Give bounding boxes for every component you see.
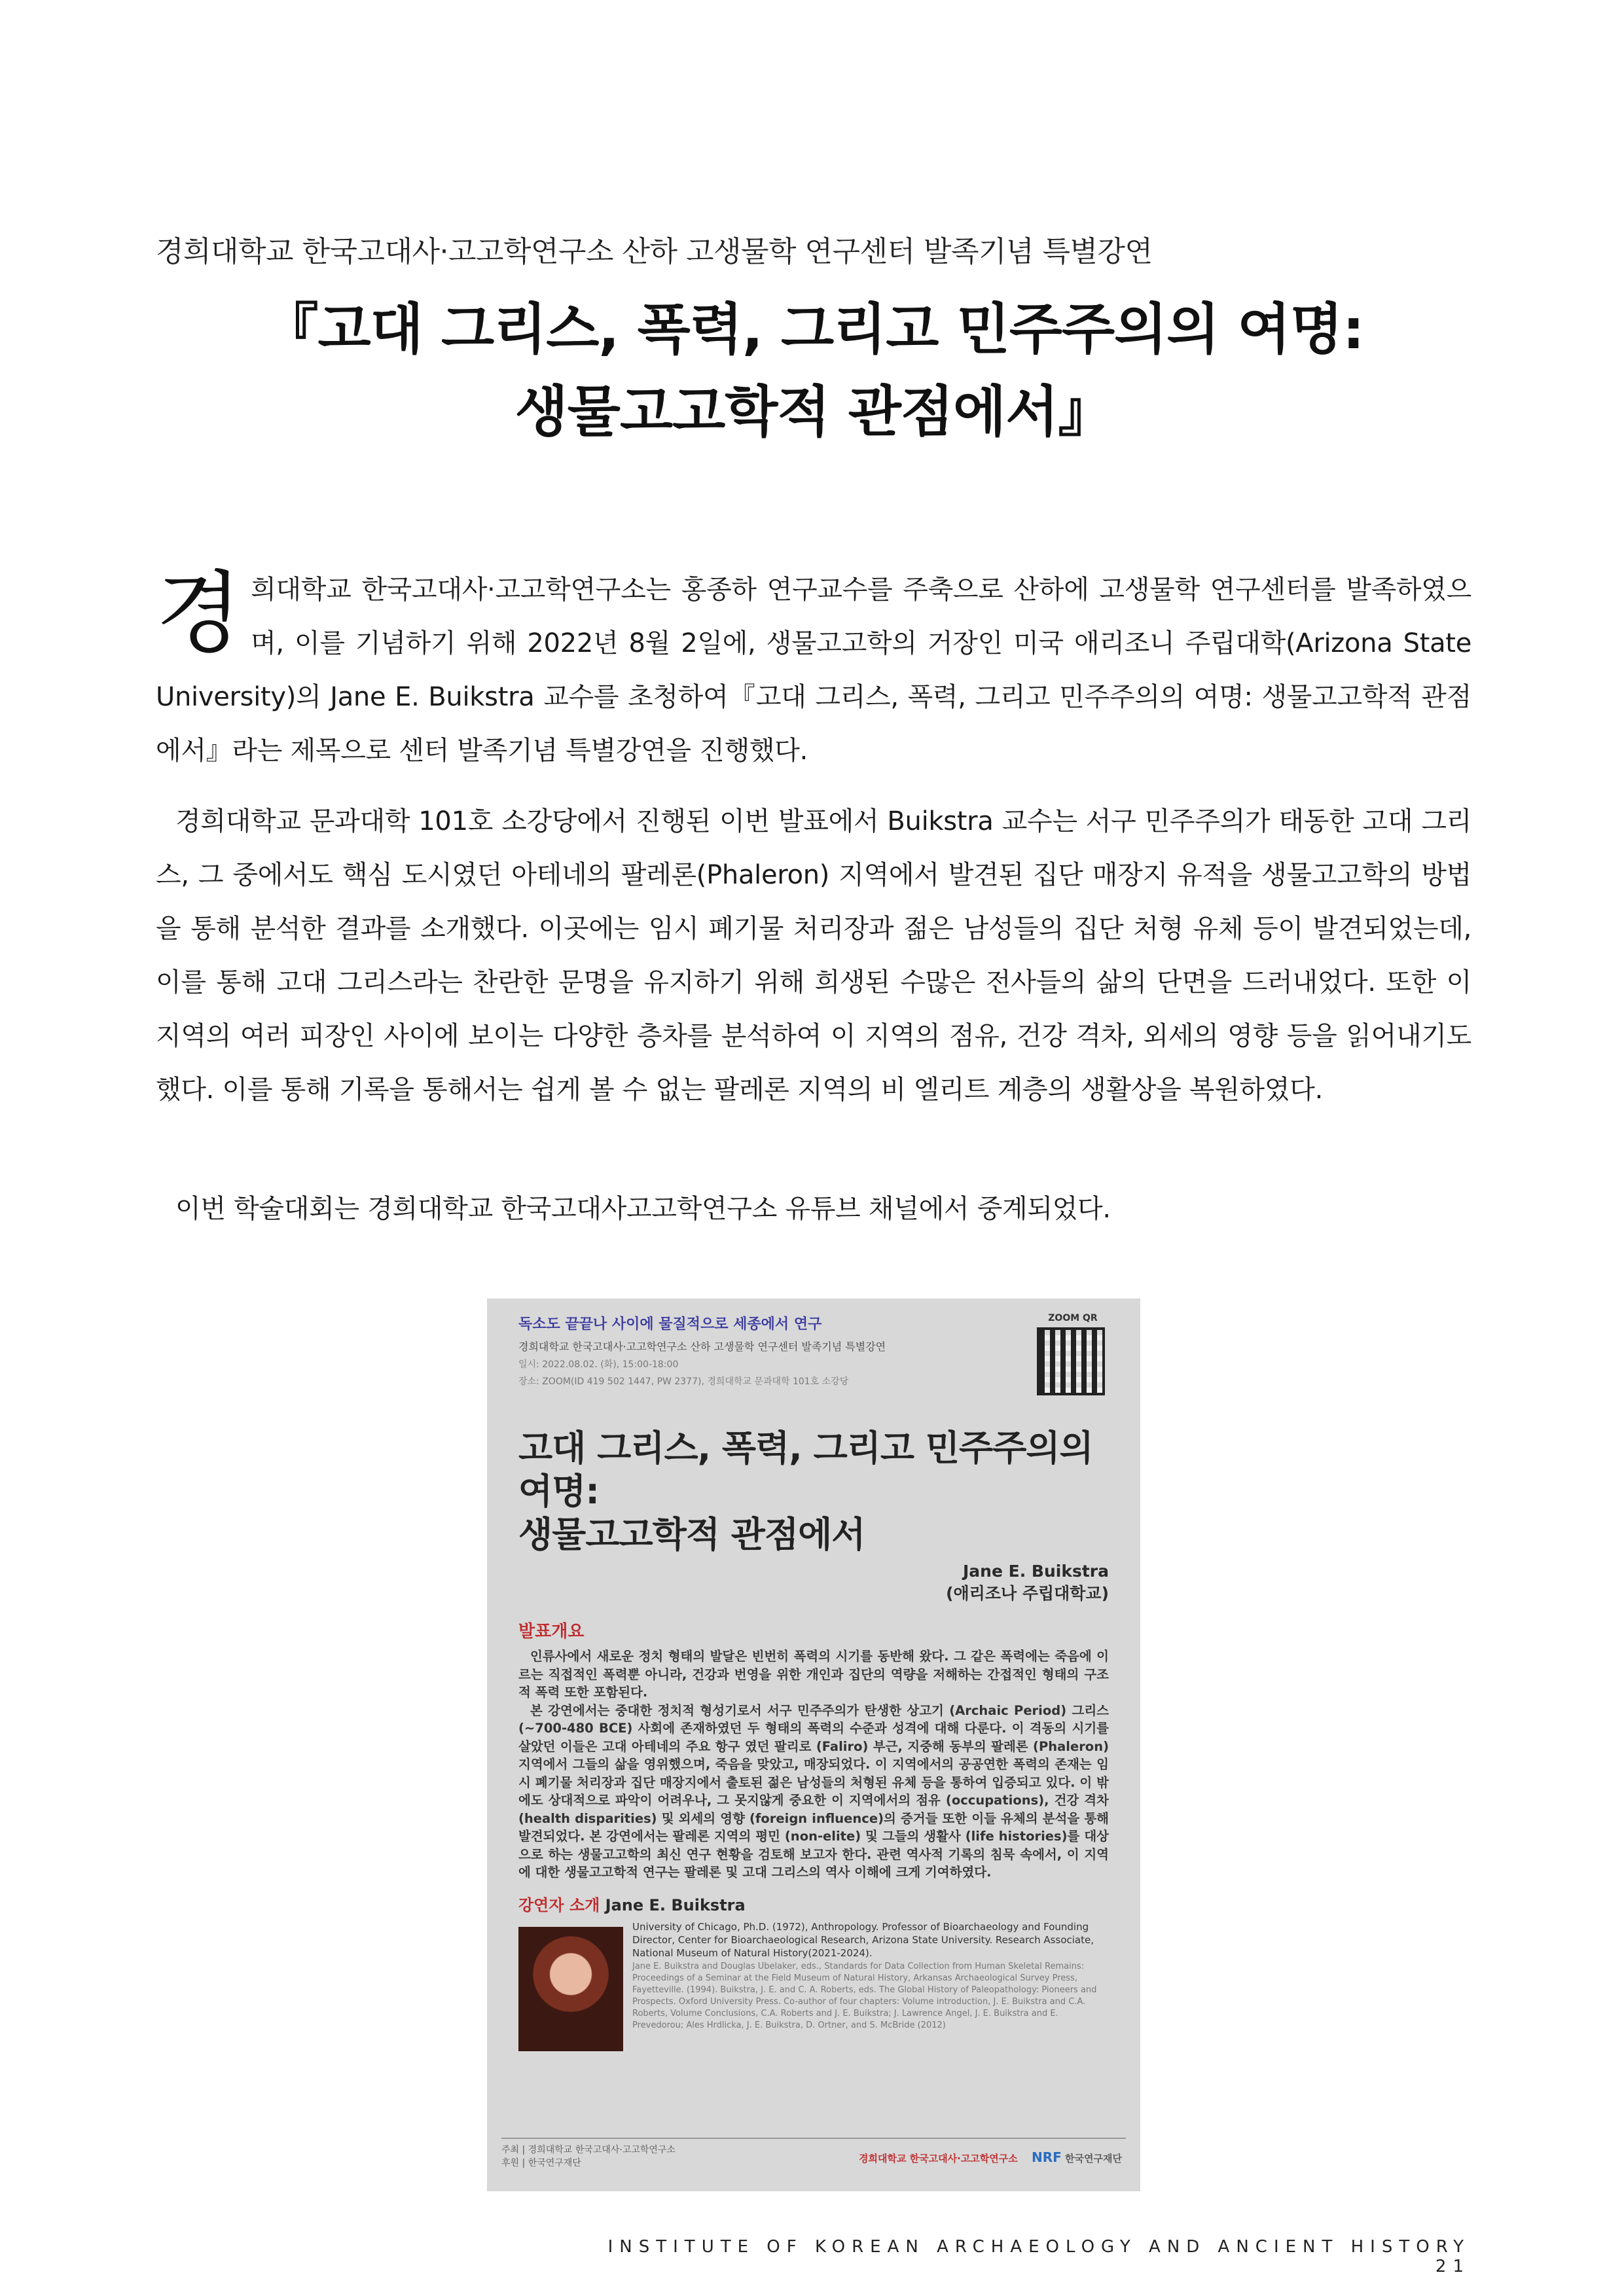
title-line-1: 『고대 그리스, 폭력, 그리고 민주주의의 여명: (263, 297, 1364, 361)
speaker-photo (518, 1927, 623, 2051)
poster-date: 일시: 2022.08.02. (화), 15:00-18:00 (518, 1359, 679, 1370)
paragraph-1-text: 희대학교 한국고대사·고고학연구소는 홍종하 연구교수를 주축으로 산하에 고생물학 연구센터를 발족하였으며, 이를 기념하기 위해 2022년 8월 2일에, 생물고고학의 거장인 미국 애리조니 주립대학(Arizona State University)의 Jane E. Buikstra 교수를 초청하여『고대 그리스, 폭력, 그리고 민주주의의 여명: 생물고고학적 관점에서』라는 제목으로 센터 발족기념 특별강연을 진행했다. (156, 575, 1471, 766)
lecture-poster (487, 1299, 1140, 2191)
speaker-affiliation: (애리조나 주립대학교) (946, 1584, 1109, 1603)
poster-sponsor: 후원 | 한국연구재단 (501, 2158, 581, 2168)
nrf-logo: NRF (1032, 2149, 1062, 2165)
bio-row (518, 1920, 1109, 2051)
nrf-logo-korean: 한국연구재단 (1065, 2153, 1122, 2164)
article-title (156, 288, 1471, 453)
poster-logos (859, 2149, 1122, 2165)
bio-publications: Jane E. Buikstra and Douglas Ubelaker, eds., Standards for Data Collection from Human Skeletal Remains: Proceedings of a Seminar at the Field Museum of Natural History, Arkansas Archaeological Survey Press, Fayetteville. (1994). Buikstra, J. E. and C. A. Roberts, eds. The Global History of Paleopathology: Pioneers and Prospects. Oxford University Press. Co-author of four chapters: Volume introduction, J. E. Buikstra and C.A. Roberts, Volume Conclusions, C.A. Roberts and J. E. Buikstra; J. Lawrence Angel, J. E. Buikstra and E. Prevedorou; Ales Hrdlicka, J. E. Buikstra, D. Ortner, and S. McBride (2012) (632, 1961, 1097, 2030)
khu-logo: 경희대학교 한국고대사·고고학연구소 (859, 2153, 1018, 2164)
paragraph-1 (156, 563, 1471, 778)
title-line-2: 생물고고학적 관점에서』 (514, 380, 1113, 444)
paragraph-2: 경희대학교 문과대학 101호 소강당에서 진행된 이번 발표에서 Buikstra 교수는 서구 민주주의가 태동한 고대 그리스, 그 중에서도 핵심 도시였던 아테네의 팔레론(Phaleron) 지역에서 발견된 집단 매장지 유적을 생물고고학의 방법을 통해 분석한 결과를 소개했다. 이곳에는 임시 폐기물 처리장과 젊은 남성들의 집단 처형 유체 등이 발견되었는데, 이를 통해 고대 그리스라는 찬란한 문명을 유지하기 위해 희생된 수많은 전사들의 삶의 단면을 드러내었다. 또한 이 지역의 여러 피장인 사이에 보이는 다양한 층차를 분석하여 이 지역의 점유, 건강 격차, 외세의 영향 등을 읽어내기도 했다. 이를 통해 기록을 통해서는 쉽게 볼 수 없는 팔레론 지역의 비 엘리트 계층의 생활상을 복원하였다. (156, 806, 1471, 1105)
poster-title-line-1: 고대 그리스, 폭력, 그리고 민주주의의 여명: (518, 1427, 1093, 1512)
abstract-heading: 발표개요 (518, 1622, 585, 1641)
drop-cap: 경 (156, 562, 242, 666)
abstract-paragraph-1: 인류사에서 새로운 정치 형태의 발달은 빈번히 폭력의 시기를 동반해 왔다. 그 같은 폭력에는 죽음에 이르는 직접적인 폭력뿐 아니라, 건강과 번영을 위한 개인과 집단의 역량을 저해하는 간접적인 형태의 구조적 폭력 또한 포함된다. (518, 1649, 1109, 1700)
poster-title (518, 1427, 1109, 1556)
abstract-paragraph-2: 본 강연에서는 중대한 정치적 형성기로서 서구 민주주의가 탄생한 상고기 (Archaic Period) 그리스 (~700-480 BCE) 사회에 존재하였던 두 형태의 폭력의 수준과 성격에 대해 다룬다. 이 격동의 시기를 살았던 이들은 고대 아테네의 주요 항구 였던 팔리로 (Faliro) 부근, 지중해 동부의 팔레론 (Phaleron) 지역에서 그들의 삶을 영위했으며, 죽음을 맞았고, 매장되었다. 이 지역에서의 공공연한 폭력의 존재는 임시 폐기물 처리장과 집단 매장지에서 출토된 젊은 남성들의 처형된 유체 등을 통하여 입증되고 있다. 이 밖에도 상대적으로 파악이 어려우나, 그 못지않게 중요한 이 지역에서의 점유 (occupations), 건강 격차 (health disparities) 및 외세의 영향 (foreign influence)의 증거들 또한 이들 유체의 분석을 통해 발견되었다. 본 강연에서는 팔레론 지역의 평민 (non-elite) 및 그들의 생활사 (life histories)를 대상으로 하는 생물고고학의 최신 연구 현황을 검토해 보고자 한다. 관련 역사적 기록의 침묵 속에서, 이 지역에 대한 생물고고학적 연구는 팔레론 및 고대 그리스의 역사 이해에 크게 기여하였다. (518, 1702, 1109, 1880)
speaker-name: Jane E. Buikstra (963, 1562, 1109, 1581)
poster-slogan: 독소도 끝끝나 사이에 물질적으로 세종에서 연구 (518, 1316, 822, 1333)
footer-institute: INSTITUTE OF KOREAN ARCHAEOLOGY AND ANCIENT HISTORY (607, 2237, 1470, 2257)
poster-event: 경희대학교 한국고대사·고고학연구소 산하 고생물학 연구센터 발족기념 특별강연 (518, 1340, 886, 1353)
paragraph-3: 이번 학술대회는 경희대학교 한국고대사고고학연구소 유튜브 채널에서 중계되었다. (175, 1194, 1111, 1224)
poster-host: 주최 | 경희대학교 한국고대사·고고학연구소 (501, 2145, 676, 2155)
zoom-qr-box (1037, 1313, 1109, 1395)
poster-venue: 장소: ZOOM(ID 419 502 1447, PW 2377), 경희대학교 문과대학 101호 소강당 (518, 1376, 849, 1387)
bio-heading (518, 1892, 1109, 1915)
bio-heading-name: Jane E. Buikstra (605, 1895, 746, 1914)
page-footer (563, 2237, 1470, 2276)
poster-footer (501, 2138, 1126, 2182)
poster-speaker (518, 1560, 1109, 1605)
event-subtitle: 경희대학교 한국고대사·고고학연구소 산하 고생물학 연구센터 발족기념 특별강연 (156, 235, 1153, 268)
bio-main: University of Chicago, Ph.D. (1972), Anthropology. Professor of Bioarchaeology and Founding Director, Center for Bioarchaeological Research, Arizona State University. Research Associate, National Museum of Natural History(2021-2024). (632, 1920, 1094, 1959)
poster-header (518, 1313, 1109, 1424)
page-number: 21 (1435, 2257, 1470, 2276)
bio-text (632, 1920, 1109, 2051)
zoom-qr-label: ZOOM QR (1048, 1313, 1098, 1323)
bio-heading-label: 강연자 소개 (518, 1895, 600, 1914)
qr-code-icon (1037, 1327, 1105, 1395)
poster-title-line-2: 생물고고학적 관점에서 (518, 1514, 865, 1555)
